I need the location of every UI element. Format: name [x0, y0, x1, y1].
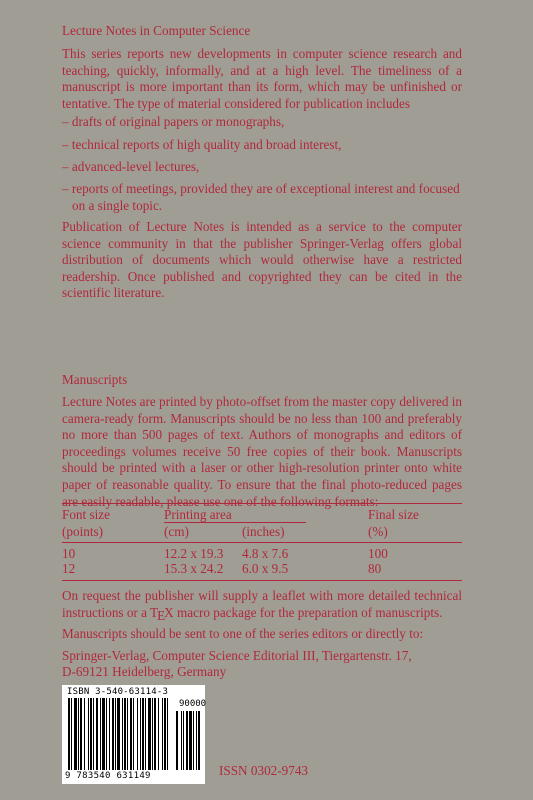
- barcode-bar: [154, 698, 156, 770]
- barcode-bar: [102, 698, 105, 770]
- barcode-bar: [117, 698, 120, 770]
- barcode-bar: [112, 698, 114, 770]
- issn-number: ISSN 0302-9743: [219, 763, 309, 778]
- barcode-bar: [137, 698, 138, 770]
- manuscripts-title: Manuscripts: [62, 372, 128, 387]
- barcode-bar: [93, 698, 94, 770]
- list-item: – advanced-level lectures,: [62, 159, 200, 174]
- address-line: D-69121 Heidelberg, Germany: [62, 664, 227, 679]
- barcode-addon-bar: [196, 711, 197, 770]
- barcode-bar: [96, 698, 98, 770]
- isbn-barcode: [62, 685, 205, 784]
- barcode-bar: [122, 698, 123, 770]
- series-intro: This series reports new developments in computer science research and teaching, quickly, informally, and at a high level. The timeliness of a manuscript is more important than its form, which may be unfinished or tentative. The type of material considered for publication includes: [62, 46, 462, 111]
- barcode-bar: [109, 698, 110, 770]
- publication-paragraph: Publication of Lecture Notes is intended as a service to the computer science community in that the publisher Springer-Verlag offers global distribution of documents which would otherwise have a restricted readership. Once published and copyrighted they can be cited in the scientific literature.: [62, 219, 462, 301]
- table-header-rule: [62, 542, 462, 543]
- barcode-bar: [167, 698, 168, 770]
- send-paragraph: Manuscripts should be sent to one of the series editors or directly to:: [62, 626, 424, 641]
- barcode-bar: [100, 698, 101, 770]
- barcode-bar: [115, 698, 116, 770]
- barcode-addon-bar: [176, 711, 178, 770]
- barcode-bar: [74, 698, 77, 770]
- barcode-bar: [106, 698, 107, 770]
- barcode-bar: [162, 698, 163, 770]
- ean-number: 9 783540 631149: [65, 771, 151, 781]
- barcode-bar: [133, 698, 134, 770]
- barcode-addon-bar: [189, 711, 192, 770]
- isbn-number: ISBN 3-540-63114-3: [67, 687, 169, 697]
- series-title: Lecture Notes in Computer Science: [62, 23, 251, 38]
- list-item: – technical reports of high quality and broad interest,: [62, 137, 342, 152]
- barcode-bar: [88, 698, 89, 770]
- printing-area-rule: [164, 522, 306, 523]
- list-item: – reports of meetings, provided they are of exceptional interest and focused on a single topic.: [62, 181, 462, 214]
- barcode-bar: [71, 698, 72, 770]
- barcode-bar: [78, 698, 79, 770]
- address-line: Springer-Verlag, Computer Science Editorial III, Tiergartenstr. 17,: [62, 648, 412, 663]
- barcode-bar: [130, 698, 132, 770]
- barcode-bar: [68, 698, 70, 770]
- barcode-bar: [80, 698, 82, 770]
- barcode-addon-bar: [181, 711, 182, 770]
- list-item: – drafts of original papers or monographs,: [62, 114, 285, 129]
- barcode-bar: [145, 698, 146, 770]
- barcode-bar: [127, 698, 128, 770]
- barcode-addon-bar: [193, 711, 194, 770]
- barcode-bar: [142, 698, 144, 770]
- barcode-bar: [158, 698, 159, 770]
- table-bottom-rule: [62, 580, 462, 581]
- barcode-addon-bar: [183, 711, 184, 770]
- barcode-bar: [152, 698, 153, 770]
- barcode-addon-bar: [186, 711, 188, 770]
- manuscripts-paragraph: Lecture Notes are printed by photo-offset from the master copy delivered in camera-ready form. Manuscripts should be no less than 100 and preferably no more than 500 pages of text. Authors of monographs and editors of proceedings volumes receive 50 free copies of their book. Manuscripts should be printed with a laser or other high-resolution printer onto white paper of reasonable quality. To ensure that the final photo-reduced pages are easily readable, please use one of the following formats:: [62, 394, 463, 509]
- barcode-addon-bar: [198, 711, 200, 770]
- barcode-bar: [84, 698, 85, 770]
- barcode-bar: [164, 698, 166, 770]
- barcode-bar: [148, 698, 151, 770]
- request-paragraph: On request the publisher will supply a leaflet with more detailed technical instructions or a TEX macro package for the preparation of manuscripts.: [62, 588, 462, 623]
- table-top-rule: [62, 503, 462, 504]
- list-item-continuation: on a single topic.: [72, 197, 163, 213]
- barcode-bar: [140, 698, 141, 770]
- barcode-addon: 90000: [179, 699, 207, 709]
- barcode-bar: [90, 698, 92, 770]
- barcode-bar: [124, 698, 126, 770]
